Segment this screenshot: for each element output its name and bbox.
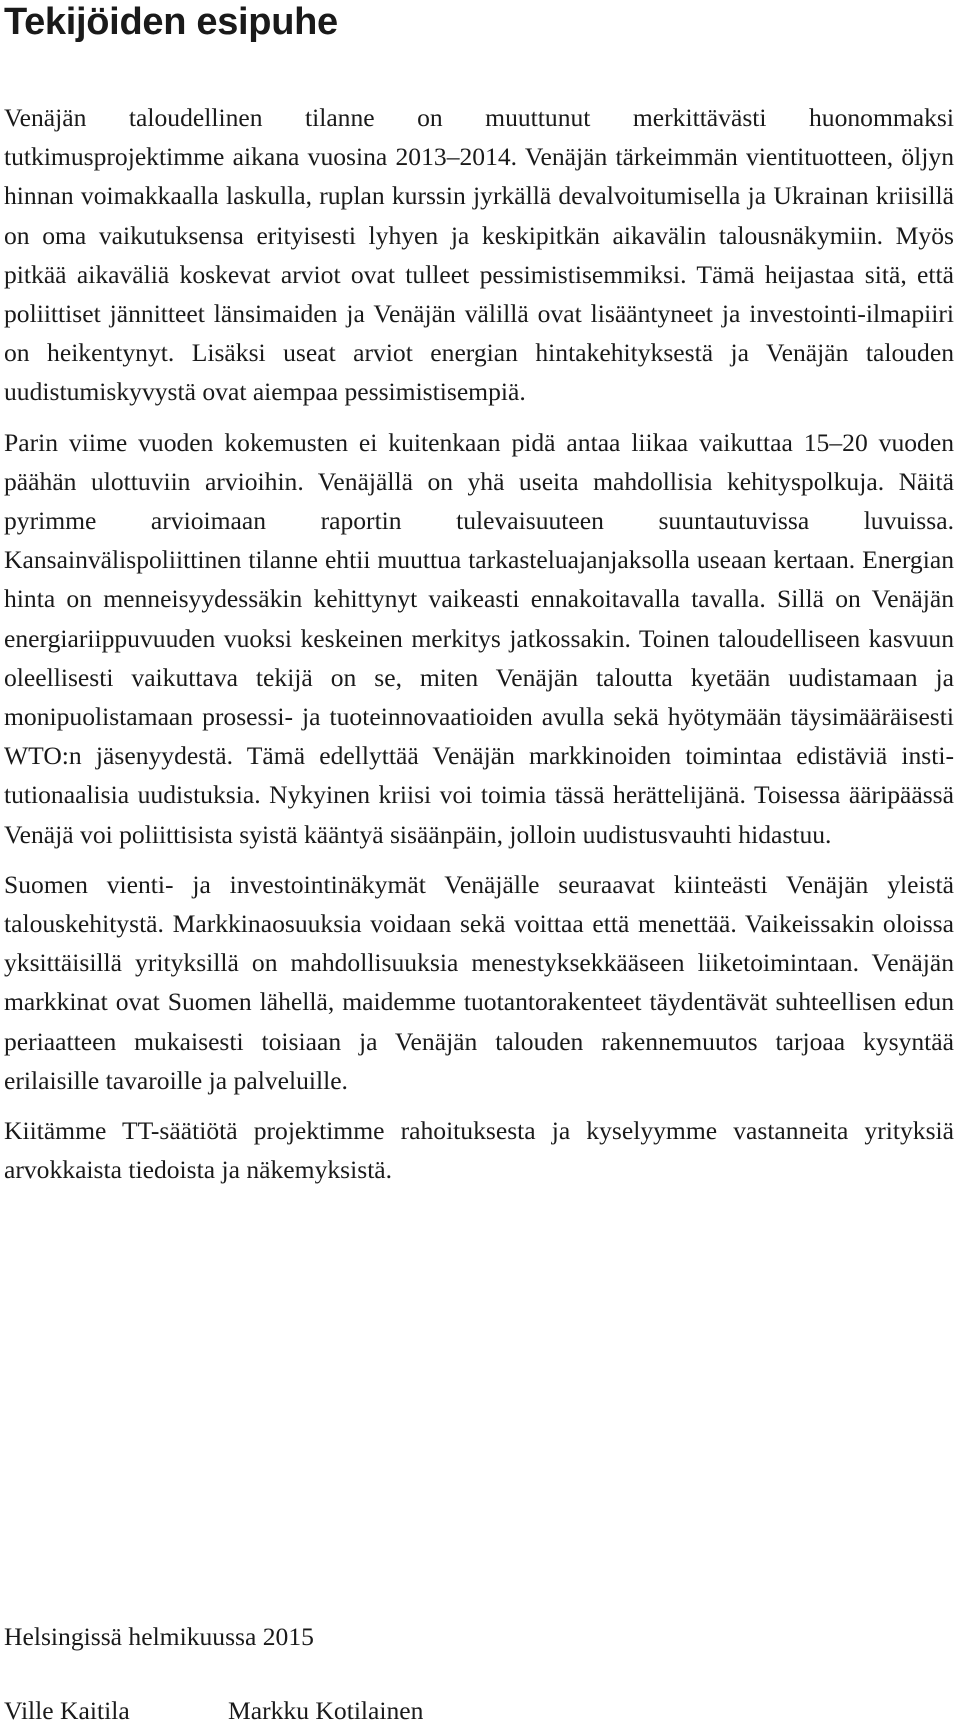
- page-title: Tekijöiden esipuhe: [4, 1, 338, 43]
- paragraph-1: Venäjän taloudellinen tilanne on muuttunut merkittävästi huonommaksi tutkimusprojektimme aikana vuosina 2013–2014. Venäjän tärkeimmän vientituotteen, öljyn hinnan voimakkaalla laskulla, ruplan kurssin jyrkällä devalvoitumisella ja Ukrainan kriisillä on oma vaikutuksensa erityisesti lyhyen ja keskipitkän aikavälin talousnäkymiin. Myös pitkää aikaväliä koskevat arviot ovat tulleet pessimistisemmiksi. Tämä heijastaa sitä, että poliittiset jännitteet länsimaiden ja Venäjän välillä ovat lisääntyneet ja investointi-ilmapiiri on heikentynyt. Lisäksi useat arviot energian hintakehityksestä ja Venäjän talouden uudistumiskyvystä ovat aiempaa pessimistisempiä.: [4, 103, 954, 407]
- body-text: [4, 98, 954, 1189]
- signatures: [4, 1694, 423, 1729]
- paragraph-3: Suomen vienti- ja investointinäkymät Venäjälle seuraavat kiinteästi Venäjän yleistä talouskehitystä. Markkinaosuuksia voidaan sekä voittaa että menettää. Vaikeissakin oloissa yksittäisillä yrityksillä on mahdollisuuksia menestyksekkääseen liiketoimintaan. Venäjän markkinat ovat Suomen lähellä, maidemme tuotantorakenteet täydentävät suhteellisen edun periaatteen mukaisesti toisiaan ja Venäjän talouden rakennemuutos tarjoaa kysyntää erilaisille tavaroille ja palveluille.: [4, 869, 954, 1095]
- author-name: Markku Kotilainen: [228, 1696, 424, 1725]
- place-date: Helsingissä helmikuussa 2015: [4, 1622, 314, 1651]
- author-name: Ville Kaitila: [4, 1696, 130, 1725]
- paragraph-4: Kiitämme TT-säätiötä projektimme rahoituksesta ja kyselyymme vastanneita yrityksiä arvokkaista tiedoista ja näkemyksistä.: [4, 1116, 954, 1185]
- paragraph-2: Parin viime vuoden kokemusten ei kuitenkaan pidä antaa liikaa vaikuttaa 15–20 vuoden päähän ulottuviin arvioihin. Venäjällä on yhä useita mahdollisia kehityspolkuja. Näitä pyrimme arvioimaan raportin tulevaisuuteen suuntautuvissa luvuissa. Kansainvälispoliittinen tilanne ehtii muuttua tarkasteluajanjaksolla useaan kertaan. Energian hinta on menneisyydessäkin kehittynyt vaikeasti ennakoitavalla tavalla. Sillä on Venäjän energiariippuvuuden vuoksi keskeinen merkitys jatkossakin. Toinen taloudelliseen kasvuun oleellisesti vaikuttava tekijä on se, miten Venäjän taloutta kyetään uudistamaan ja monipuolistamaan prosessi- ja tuoteinnovaatioiden avulla sekä hyötymään täysimääräisesti WTO:n jäsenyydestä. Tämä edellyttää Venäjän markkinoiden toimintaa edistäviä institutionaalisia uudistuksia. Nykyinen kriisi voi toimia tässä herättelijänä. Toisessa ääripäässä Venäjä voi poliittisista syistä kääntyä sisäänpäin, jolloin uudistusvauhti hidastuu.: [4, 427, 954, 849]
